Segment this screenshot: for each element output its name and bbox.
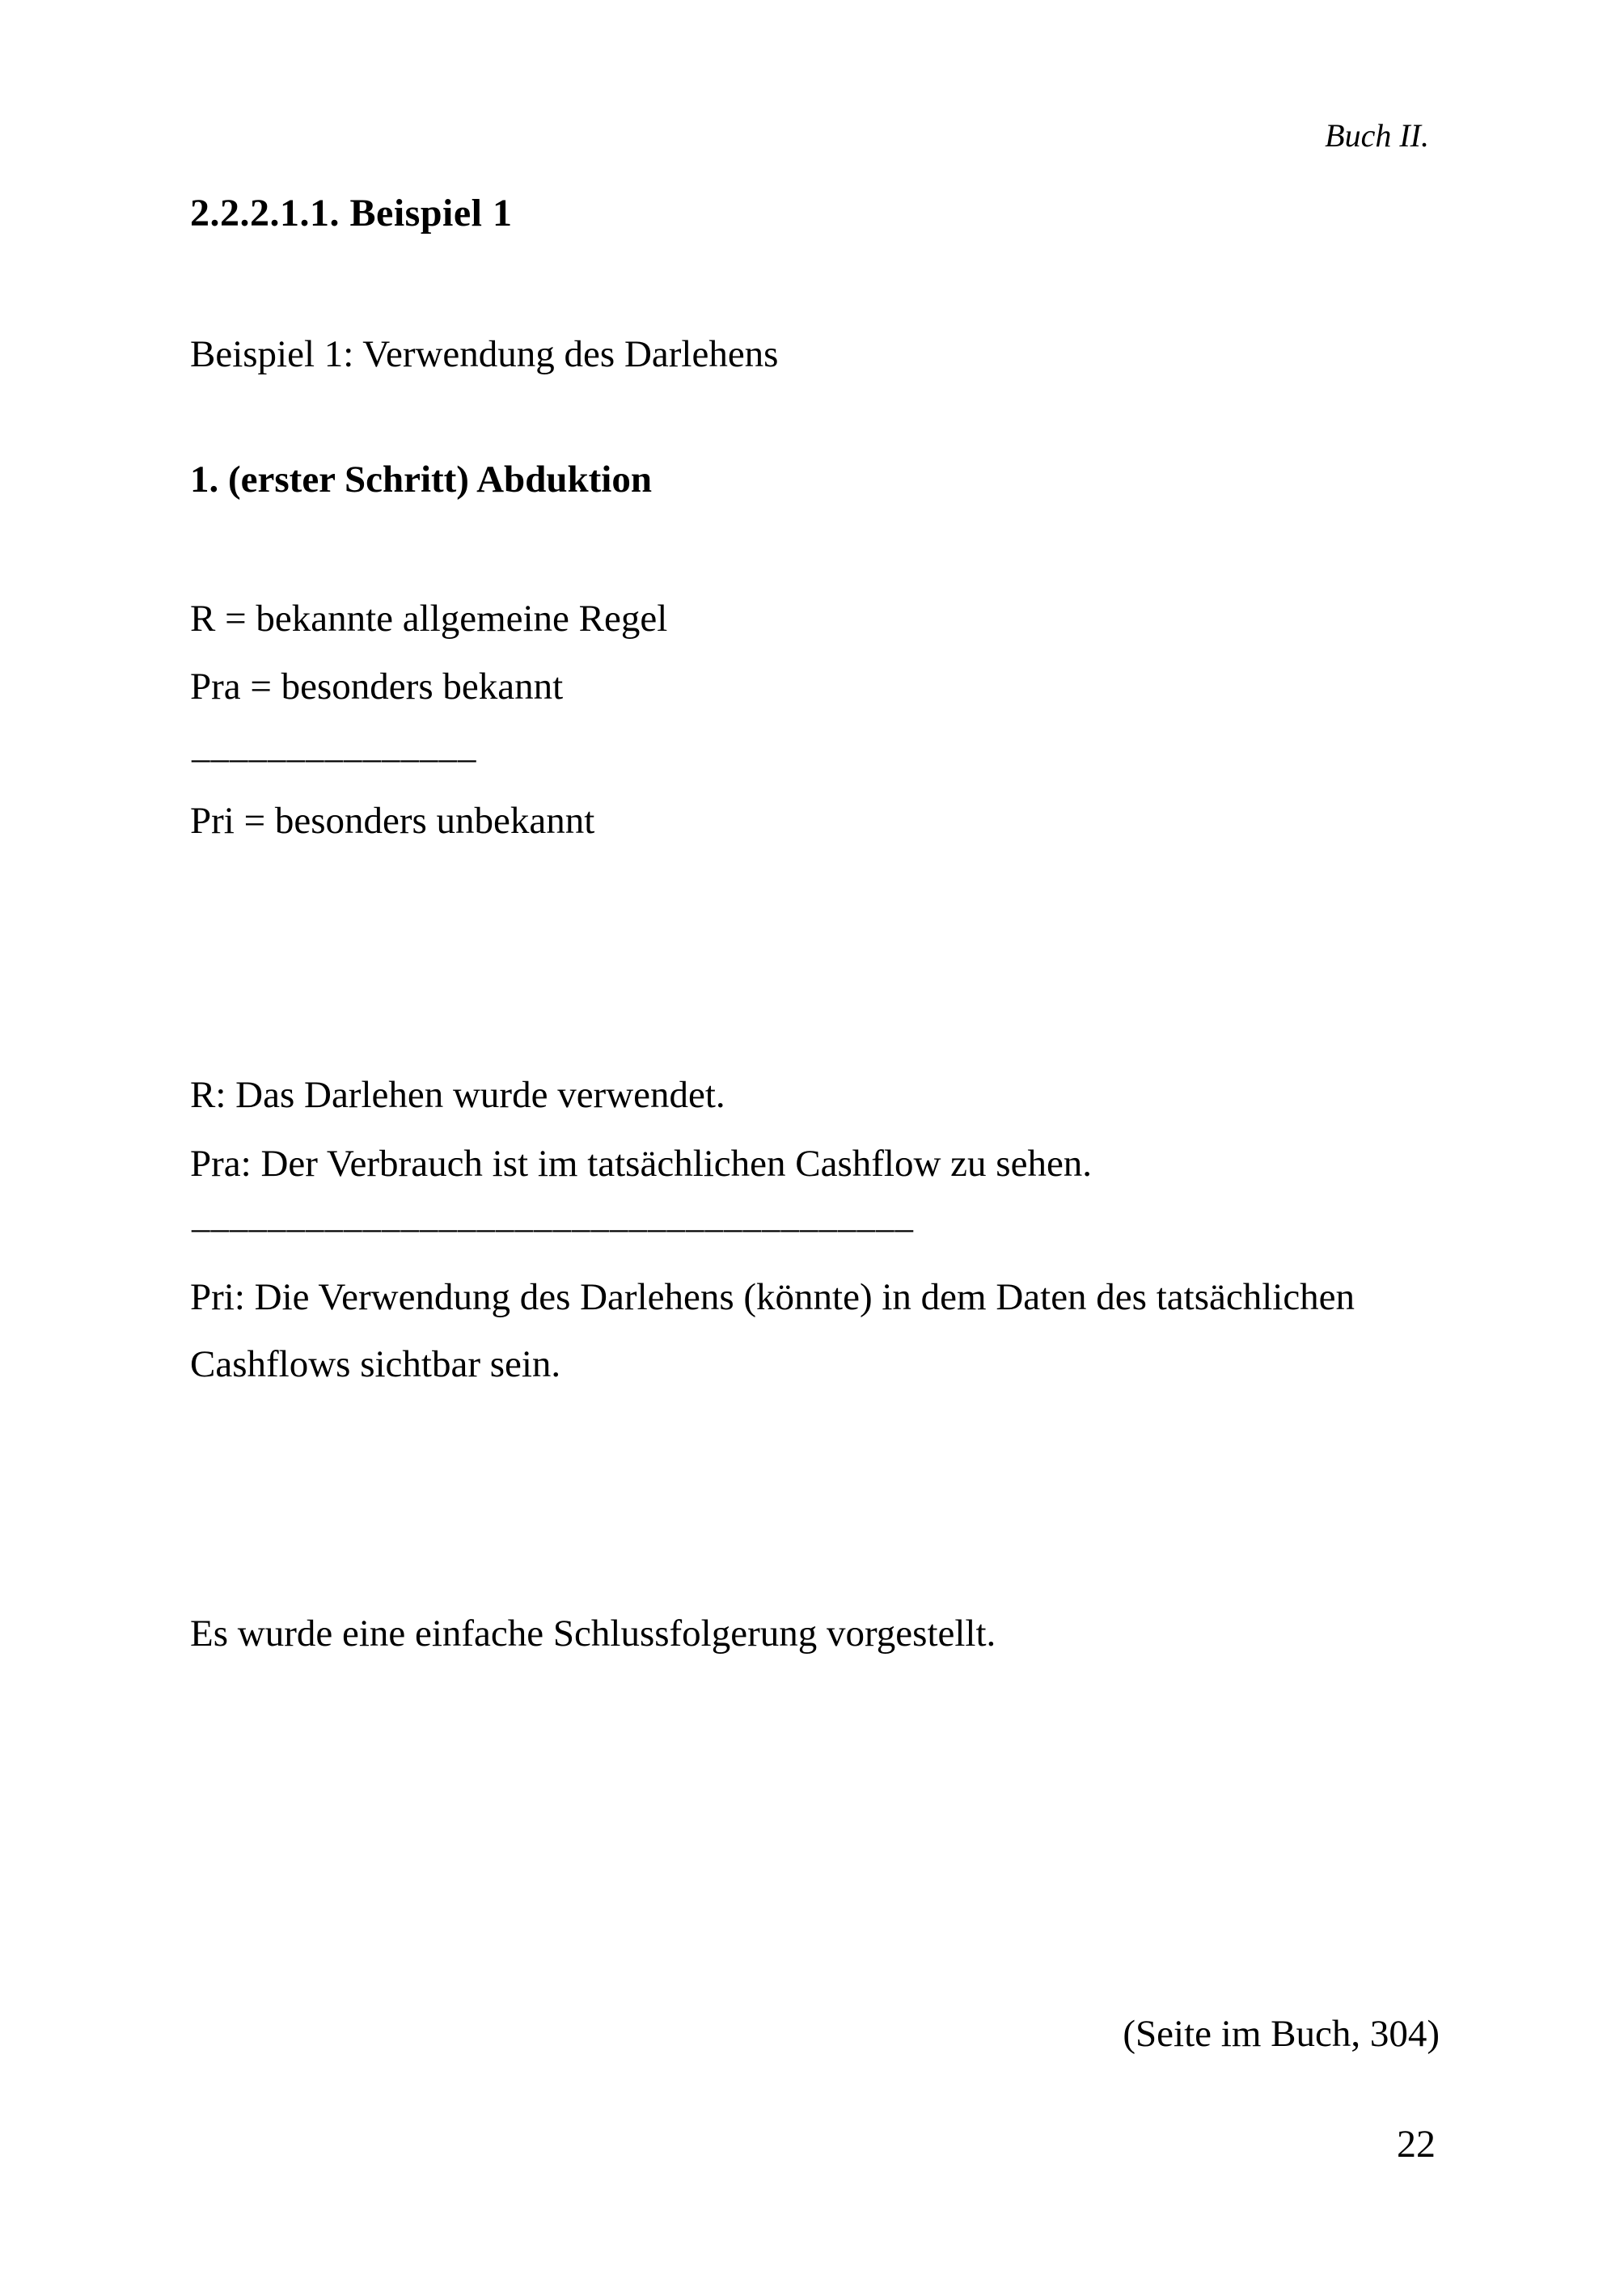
section-heading: 2.2.2.1.1. Beispiel 1 <box>190 192 513 235</box>
schema-premise-line: Pra = besonders bekannt <box>190 666 564 708</box>
application-conclusion-paragraph: Pri: Die Verwendung des Darlehens (könnte) in dem Daten des tatsächlichen Cashflows sichtbar sein. <box>190 1276 1355 1385</box>
step-heading: 1. (erster Schritt) Abduktion <box>190 459 652 501</box>
source-note: (Seite im Buch, 304) <box>1123 2013 1440 2055</box>
example-title: Beispiel 1: Verwendung des Darlehens <box>190 333 779 375</box>
application-premise-line: Pra: Der Verbrauch ist im tatsächlichen Cashflow zu sehen. <box>190 1143 1093 1185</box>
application-divider-line: –––––––––––––––––––––––––––––––––––––– <box>192 1207 914 1248</box>
schema-conclusion-line: Pri = besonders unbekannt <box>190 800 595 842</box>
closing-note: Es wurde eine einfache Schlussfolgerung vorgestellt. <box>190 1613 996 1655</box>
schema-divider-line: ––––––––––––––– <box>192 738 477 778</box>
schema-rule-line: R = bekannte allgemeine Regel <box>190 598 668 640</box>
page-number: 22 <box>1397 2123 1436 2166</box>
application-rule-line: R: Das Darlehen wurde verwendet. <box>190 1074 725 1116</box>
running-header: Buch II. <box>1325 117 1429 154</box>
